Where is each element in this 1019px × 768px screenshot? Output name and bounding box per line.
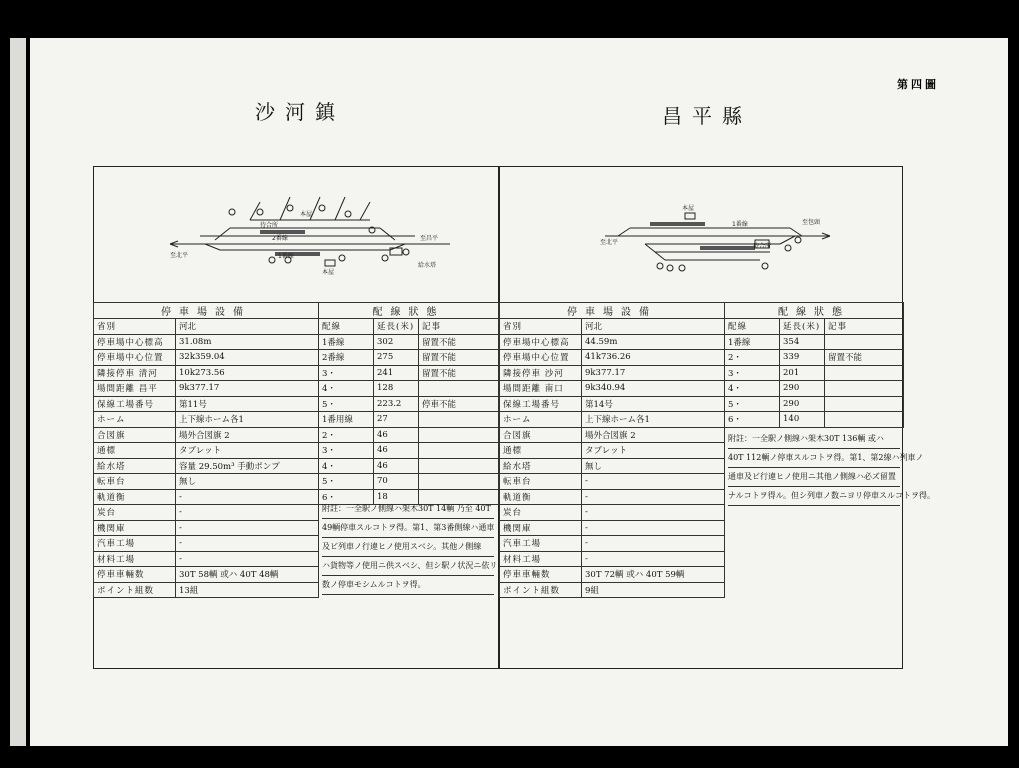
left-diagram-water: 給水塔 xyxy=(418,262,437,269)
right-siding-line: 3・ xyxy=(725,365,780,381)
right-facility-value: 41k736.26 xyxy=(582,350,725,366)
left-facility-label: 隣接停車 清河 xyxy=(94,365,176,381)
left-facility-label: 停車場中心位置 xyxy=(94,350,176,366)
left-siding-row xyxy=(319,350,499,366)
left-facility-table xyxy=(93,302,319,598)
left-siding-line: 6・ xyxy=(319,489,374,505)
right-facility-row xyxy=(500,551,725,567)
left-track-diagram xyxy=(160,172,460,287)
left-facility-row xyxy=(94,582,319,598)
left-remark-line: 附註：一全駅ノ側線ハ架木30T 14輌 乃至 40T xyxy=(322,500,494,519)
left-facility-value: 13組 xyxy=(176,582,319,598)
right-facility-value: - xyxy=(582,551,725,567)
left-facility-label: 軌道衡 xyxy=(94,489,176,505)
right-facility-label: 場間距離 南口 xyxy=(500,381,582,397)
right-facility-value: - xyxy=(582,505,725,521)
right-facility-value: 場外合図旗 2 xyxy=(582,427,725,443)
left-remark-line: 及ビ列車ノ行違ヒノ使用スベシ。其他ノ側線 xyxy=(322,538,494,557)
right-facility-row xyxy=(500,567,725,583)
left-siding-line: 2・ xyxy=(319,427,374,443)
right-facility-label: ポイント組数 xyxy=(500,582,582,598)
left-siding-length: 27 xyxy=(374,412,419,428)
right-facility-label: 隣接停車 沙河 xyxy=(500,365,582,381)
right-siding-row xyxy=(725,365,904,381)
right-station-title: 昌平縣 xyxy=(662,104,752,128)
left-siding-length: 46 xyxy=(374,427,419,443)
right-siding-line: 5・ xyxy=(725,396,780,412)
right-facility-value: 第14号 xyxy=(582,396,725,412)
right-facility-row xyxy=(500,520,725,536)
left-diagram-upper: 本屋 xyxy=(300,211,313,218)
right-facility-label: 軌道衡 xyxy=(500,489,582,505)
right-facility-label: 停車車輛数 xyxy=(500,567,582,583)
right-facility-row xyxy=(500,582,725,598)
right-facility-label: ホーム xyxy=(500,412,582,428)
right-facility-row xyxy=(500,319,725,335)
right-siding-row xyxy=(725,381,904,397)
right-facility-label: 通標 xyxy=(500,443,582,459)
right-facility-value: - xyxy=(582,489,725,505)
left-siding-line: 1番用線 xyxy=(319,412,374,428)
left-facility-row xyxy=(94,334,319,350)
right-facility-value: 9k340.94 xyxy=(582,381,725,397)
right-siding-col-line: 配線 xyxy=(725,319,780,335)
right-facility-label: 汽車工場 xyxy=(500,536,582,552)
right-diagram-platform: 本屋 xyxy=(682,205,695,212)
plate-number: 第四圖 xyxy=(897,78,939,91)
left-facility-value: タブレット xyxy=(176,443,319,459)
left-siding-header: 配線狀態 xyxy=(319,303,499,319)
left-facility-value: 容量 29.50m³ 手動ポンプ xyxy=(176,458,319,474)
left-facility-row xyxy=(94,536,319,552)
right-track-diagram xyxy=(590,200,840,280)
left-facility-row xyxy=(94,443,319,459)
left-siding-row xyxy=(319,365,499,381)
right-facility-label: 停車場中心位置 xyxy=(500,350,582,366)
right-facility-row xyxy=(500,474,725,490)
left-facility-row xyxy=(94,412,319,428)
left-facility-label: 給水塔 xyxy=(94,458,176,474)
left-siding-line: 5・ xyxy=(319,474,374,490)
right-facility-value: 上下線ホーム各1 xyxy=(582,412,725,428)
left-facility-value: - xyxy=(176,505,319,521)
left-siding-line: 4・ xyxy=(319,458,374,474)
left-remark xyxy=(322,500,498,595)
left-diagram-platform: 本屋 xyxy=(322,269,335,276)
right-siding-header: 配線狀態 xyxy=(725,303,904,319)
right-facility-row xyxy=(500,334,725,350)
right-facility-row xyxy=(500,412,725,428)
left-siding-row xyxy=(319,458,499,474)
right-siding-line: 1番線 xyxy=(725,334,780,350)
left-siding-length: 223.2 xyxy=(374,396,419,412)
left-facility-row xyxy=(94,505,319,521)
right-remark-line: 通車及ビ行違ヒノ使用ニ其他ノ側線ハ必ズ留置 xyxy=(728,468,900,487)
right-siding-row xyxy=(725,396,904,412)
right-diagram-waiting: 待合所 xyxy=(753,243,772,250)
right-siding-length: 339 xyxy=(780,350,825,366)
right-diagram-dest-right: 至包頭 xyxy=(802,219,821,226)
left-remark-line: ハ貨物等ノ使用ニ供スベシ、但シ駅ノ状況ニ依リ xyxy=(322,557,494,576)
left-siding-row xyxy=(319,412,499,428)
left-facility-label: ホーム xyxy=(94,412,176,428)
right-remark-line: 附註：一全駅ノ側線ハ架木30T 136輌 或ハ xyxy=(728,430,900,449)
left-siding-row xyxy=(319,381,499,397)
right-siding-col-note: 記事 xyxy=(825,319,904,335)
right-siding-note xyxy=(825,334,904,350)
left-facility-label: 汽車工場 xyxy=(94,536,176,552)
right-siding-length: 201 xyxy=(780,365,825,381)
right-facility-row xyxy=(500,427,725,443)
left-siding-row xyxy=(319,443,499,459)
left-siding-line: 3・ xyxy=(319,365,374,381)
left-facility-value: 第11号 xyxy=(176,396,319,412)
right-siding-length: 354 xyxy=(780,334,825,350)
left-facility-value: 31.08m xyxy=(176,334,319,350)
left-facility-value: 30T 58輌 或ハ 40T 48輌 xyxy=(176,567,319,583)
left-facility-value: 河北 xyxy=(176,319,319,335)
right-facility-header: 停車場設備 xyxy=(500,303,725,319)
left-facility-label: 保線工場番号 xyxy=(94,396,176,412)
left-facility-label: ポイント組数 xyxy=(94,582,176,598)
left-facility-row xyxy=(94,489,319,505)
left-remark-line: 49輌停車スルコトヲ得。第1、第3番側線ハ通車 xyxy=(322,519,494,538)
left-siding-row xyxy=(319,427,499,443)
right-facility-value: 河北 xyxy=(582,319,725,335)
right-facility-value: 9組 xyxy=(582,582,725,598)
left-facility-row xyxy=(94,567,319,583)
left-siding-length: 46 xyxy=(374,443,419,459)
right-siding-note xyxy=(825,381,904,397)
left-diagram-waiting: 待合所 xyxy=(260,222,279,229)
left-siding-line: 3・ xyxy=(319,443,374,459)
left-siding-length: 128 xyxy=(374,381,419,397)
left-facility-value: - xyxy=(176,489,319,505)
right-siding-line: 2・ xyxy=(725,350,780,366)
left-station-title: 沙河鎮 xyxy=(255,100,345,124)
binding-strip xyxy=(10,38,26,746)
right-facility-value: - xyxy=(582,474,725,490)
left-facility-label: 停車車輛数 xyxy=(94,567,176,583)
left-siding-note xyxy=(419,443,499,459)
left-facility-row xyxy=(94,319,319,335)
left-facility-label: 停車場中心標高 xyxy=(94,334,176,350)
left-siding-length: 302 xyxy=(374,334,419,350)
right-facility-row xyxy=(500,365,725,381)
right-facility-label: 停車場中心標高 xyxy=(500,334,582,350)
left-siding-row xyxy=(319,396,499,412)
right-siding-table xyxy=(724,302,904,428)
left-facility-value: 10k273.56 xyxy=(176,365,319,381)
right-siding-length: 290 xyxy=(780,396,825,412)
right-siding-length: 140 xyxy=(780,412,825,428)
right-facility-row xyxy=(500,396,725,412)
right-siding-note xyxy=(825,396,904,412)
right-siding-length: 290 xyxy=(780,381,825,397)
left-siding-note: 留置不能 xyxy=(419,350,499,366)
left-facility-value: - xyxy=(176,520,319,536)
left-diagram-dest-left: 至北平 xyxy=(170,252,189,259)
right-facility-value: 9k377.17 xyxy=(582,365,725,381)
right-facility-value: 30T 72輌 或ハ 40T 59輌 xyxy=(582,567,725,583)
left-facility-label: 合図旗 xyxy=(94,427,176,443)
left-siding-note xyxy=(419,412,499,428)
left-siding-length: 46 xyxy=(374,458,419,474)
left-facility-header: 停車場設備 xyxy=(94,303,319,319)
left-facility-value: 上下線ホーム各1 xyxy=(176,412,319,428)
right-facility-value: タブレット xyxy=(582,443,725,459)
left-facility-row xyxy=(94,551,319,567)
left-facility-value: 9k377.17 xyxy=(176,381,319,397)
right-siding-note: 留置不能 xyxy=(825,350,904,366)
right-facility-label: 給水塔 xyxy=(500,458,582,474)
left-facility-label: 機関庫 xyxy=(94,520,176,536)
left-facility-row xyxy=(94,474,319,490)
right-facility-label: 保線工場番号 xyxy=(500,396,582,412)
left-siding-length: 241 xyxy=(374,365,419,381)
left-diagram-dest-right: 至昌平 xyxy=(420,235,439,242)
right-remark xyxy=(728,430,935,506)
left-siding-length: 275 xyxy=(374,350,419,366)
right-facility-row xyxy=(500,443,725,459)
right-facility-label: 合図旗 xyxy=(500,427,582,443)
left-facility-label: 材料工場 xyxy=(94,551,176,567)
left-facility-value: - xyxy=(176,551,319,567)
left-siding-note xyxy=(419,474,499,490)
right-facility-row xyxy=(500,505,725,521)
right-facility-row xyxy=(500,350,725,366)
left-facility-row xyxy=(94,365,319,381)
left-facility-label: 省別 xyxy=(94,319,176,335)
right-facility-label: 省別 xyxy=(500,319,582,335)
left-facility-value: 場外合図旗 2 xyxy=(176,427,319,443)
right-facility-table xyxy=(499,302,725,598)
left-remark-line: 数ノ停車モシムルコトヲ得。 xyxy=(322,576,494,595)
left-siding-length: 70 xyxy=(374,474,419,490)
left-facility-label: 通標 xyxy=(94,443,176,459)
right-siding-note xyxy=(825,365,904,381)
left-siding-row xyxy=(319,334,499,350)
right-facility-label: 転車台 xyxy=(500,474,582,490)
right-facility-label: 材料工場 xyxy=(500,551,582,567)
left-siding-length: 18 xyxy=(374,489,419,505)
left-siding-col-length: 延長(米) xyxy=(374,319,419,335)
left-facility-row xyxy=(94,396,319,412)
left-facility-row xyxy=(94,427,319,443)
left-siding-note: 留置不能 xyxy=(419,334,499,350)
right-siding-line: 6・ xyxy=(725,412,780,428)
right-facility-value: 44.59m xyxy=(582,334,725,350)
right-facility-label: 機関庫 xyxy=(500,520,582,536)
right-siding-row xyxy=(725,350,904,366)
left-siding-col-note: 記事 xyxy=(419,319,499,335)
left-diagram-siding1: 1番線 xyxy=(278,253,294,260)
left-facility-row xyxy=(94,381,319,397)
left-facility-row xyxy=(94,458,319,474)
left-facility-label: 場間距離 昌平 xyxy=(94,381,176,397)
right-facility-value: - xyxy=(582,520,725,536)
left-siding-line: 1番線 xyxy=(319,334,374,350)
right-siding-line: 4・ xyxy=(725,381,780,397)
left-facility-value: 無し xyxy=(176,474,319,490)
right-facility-row xyxy=(500,381,725,397)
right-facility-value: - xyxy=(582,536,725,552)
right-facility-row xyxy=(500,536,725,552)
left-siding-col-line: 配線 xyxy=(319,319,374,335)
right-facility-row xyxy=(500,489,725,505)
right-diagram-dest-left: 至北平 xyxy=(600,239,619,246)
right-remark-line: 40T 112輌ノ停車スルコトヲ得。第1、第2線ハ列車ノ xyxy=(728,449,900,468)
right-siding-col-length: 延長(米) xyxy=(780,319,825,335)
left-siding-note: 留置不能 xyxy=(419,365,499,381)
left-facility-value: - xyxy=(176,536,319,552)
left-siding-table xyxy=(318,302,499,505)
left-facility-label: 転車台 xyxy=(94,474,176,490)
left-facility-value: 32k359.04 xyxy=(176,350,319,366)
right-facility-label: 炭台 xyxy=(500,505,582,521)
left-siding-line: 2番線 xyxy=(319,350,374,366)
left-siding-note xyxy=(419,458,499,474)
left-siding-note xyxy=(419,427,499,443)
left-facility-row xyxy=(94,520,319,536)
right-facility-value: 無し xyxy=(582,458,725,474)
left-siding-line: 4・ xyxy=(319,381,374,397)
right-siding-note xyxy=(825,412,904,428)
left-facility-label: 炭台 xyxy=(94,505,176,521)
left-siding-row xyxy=(319,474,499,490)
right-remark-line: ナルコトヲ得ル。但シ列車ノ数ニヨリ停車スルコトヲ得。 xyxy=(728,487,900,506)
left-diagram-siding2: 2番線 xyxy=(272,235,288,242)
left-siding-note: 停車不能 xyxy=(419,396,499,412)
right-siding-row xyxy=(725,334,904,350)
left-siding-note xyxy=(419,381,499,397)
left-siding-line: 5・ xyxy=(319,396,374,412)
right-diagram-siding1: 1番線 xyxy=(732,221,748,228)
right-siding-row xyxy=(725,412,904,428)
right-facility-row xyxy=(500,458,725,474)
left-facility-row xyxy=(94,350,319,366)
